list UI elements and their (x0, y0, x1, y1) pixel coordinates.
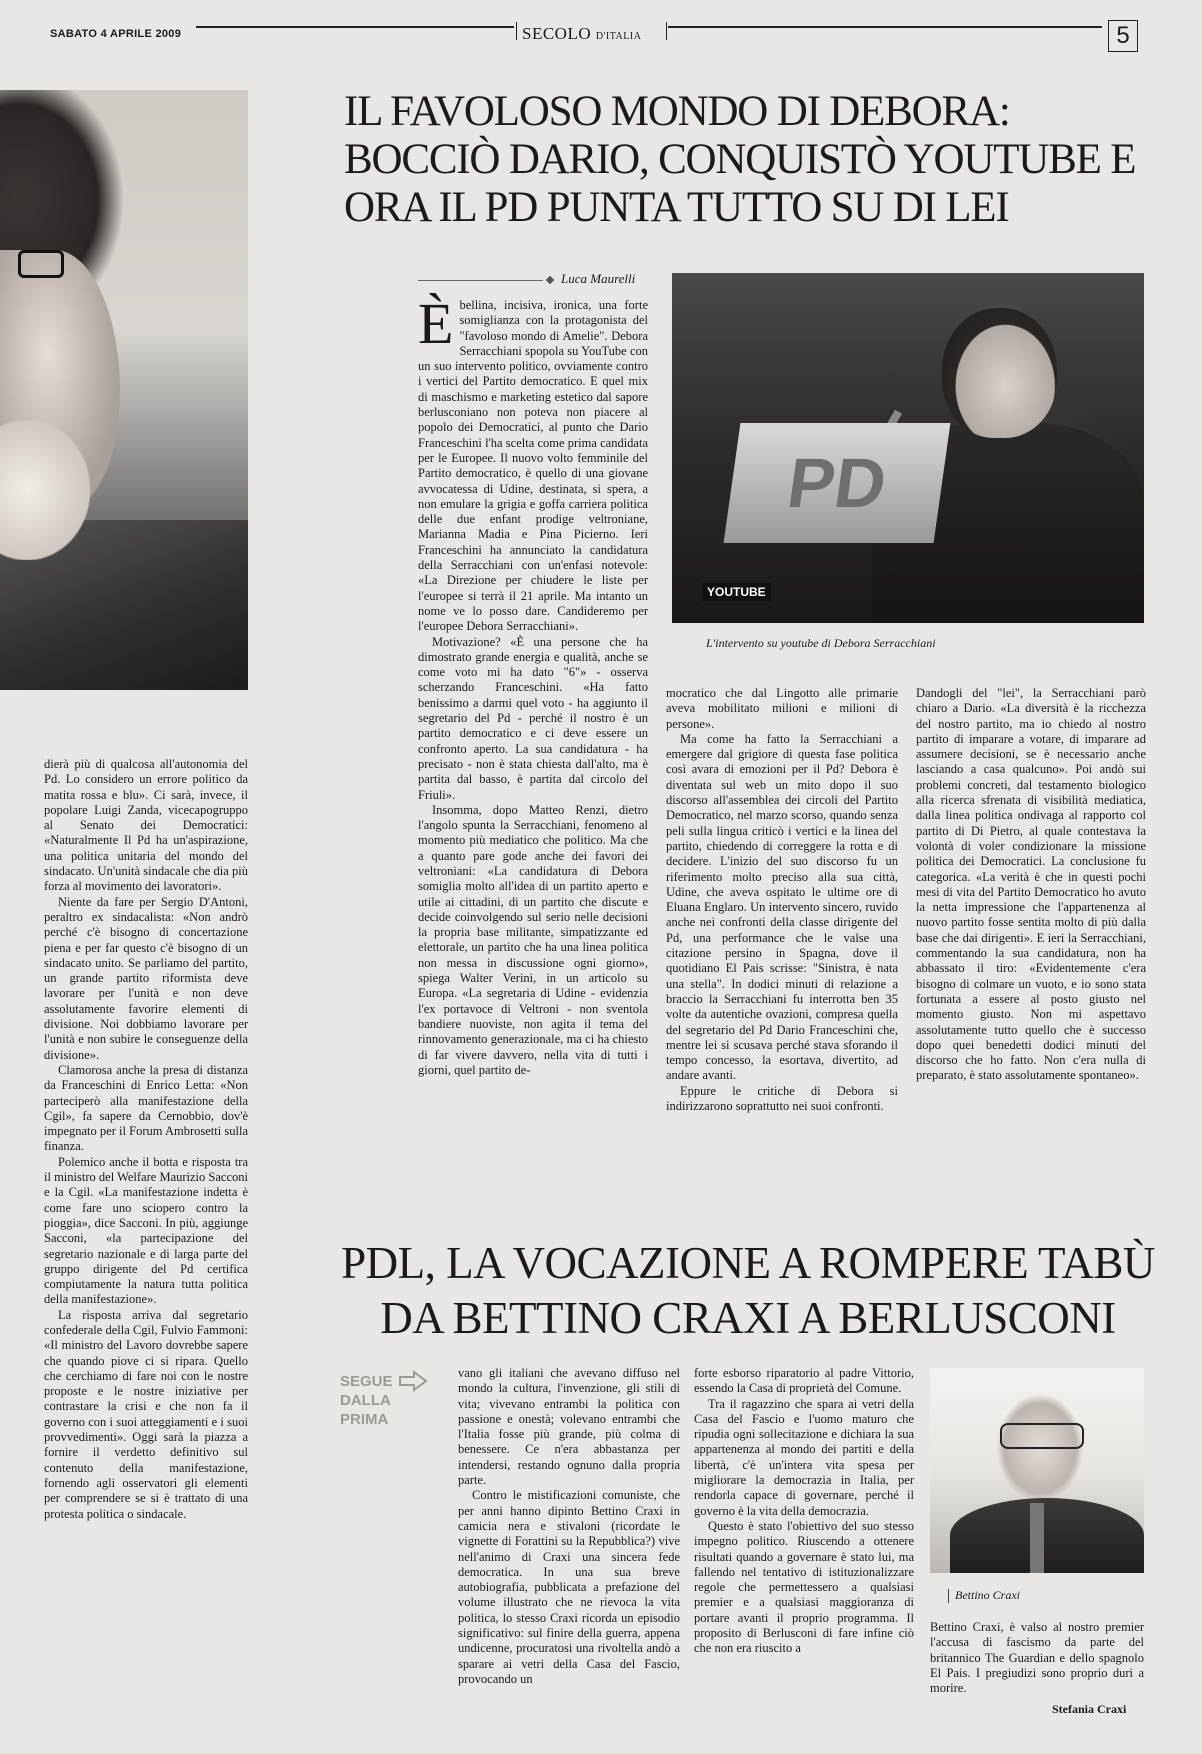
speaker-head-shape (942, 308, 1057, 438)
article2-paragraph: Contro le mistificazioni comuniste, che per anni hanno dipinto Bettino Craxi in camicia nera e stivaloni (ricordate le vignette di Forattini su la Repubblica?) vive nell'animo di Craxi una sincera fede democratica. In una sua breve autobiografia, pubblicata a prefazione del volume illustrato che ne rievoca la vita politica, lo stesso Craxi ricorda un episodio significativo: sul finire della guerra, appena undicenne, procuratosi una rivoltella andò a sparare ai vetri della Casa del Fascio, provocando un (458, 1488, 680, 1686)
left-article-paragraph: Niente da fare per Sergio D'Antoni, peraltro ex sindacalista: «Non andrò perché c'è bisogno di concertazione piena e per far questo c'è bisogno di un sindacato unito. Se parliamo del partito, un grande partito riformista deve lavorare per l'unità e non deve assolutamente favorire elementi di divisione. Noi dobbiamo lavorare per l'unità e non subire le conseguenze della divisione». (44, 894, 248, 1062)
paper-name: SECOLO (522, 24, 592, 43)
segue-line: PRIMA (340, 1411, 389, 1428)
masthead-divider (666, 22, 667, 40)
paper-suffix: D'ITALIA (595, 31, 642, 42)
tie-shape (1030, 1503, 1044, 1573)
article2-column-1 (458, 1366, 680, 1687)
craxi-photo-caption (948, 1588, 1128, 1603)
debora-photo (672, 273, 1144, 623)
portrait-photo-left (0, 90, 248, 690)
article1-paragraph: Eppure le critiche di Debora si indirizzarono soprattutto nei suoi confronti. (666, 1083, 898, 1114)
article1-paragraph (418, 291, 648, 635)
article1-paragraph: mocratico che dal Lingotto alle primarie aveva mobilitato milioni e milioni di persone». (666, 686, 898, 731)
craxi-caption-text: Bettino Craxi (955, 1588, 1020, 1602)
left-article-paragraph: dierà più di qualcosa all'autonomia del Pd. Lo considero un errore politico da matita rossa e blu». Ci sarà, invece, il popolare Luigi Zanda, vicecapogruppo al Senato dei Democratici: «Naturalmente Il Pd ha un'aspirazione, una politica unitaria del mondo del sindacato. Un'unità sindacale che dia più forza al movimento dei lavoratori». (44, 757, 248, 894)
masthead-divider (516, 22, 517, 40)
article1-column-2 (666, 686, 898, 1114)
article2-paragraph: Bettino Craxi, è valso al nostro premier l'accusa di fascismo da parte del britannico The Guardian e dello spagnolo El Pais. I pregiudizi sono proprio duri a morire. (930, 1620, 1144, 1696)
pd-sign-text: PD (782, 444, 892, 522)
article1-headline: IL FAVOLOSO MONDO DI DEBORA: BOCCIÒ DARIO, CONQUISTÒ YOUTUBE E ORA IL PD PUNTA TUTTO SU DI LEI (344, 88, 1136, 231)
byline-author: Luca Maurelli (561, 271, 636, 286)
craxi-photo (930, 1368, 1144, 1573)
arrow-right-icon (398, 1370, 428, 1392)
caption-tick (948, 1589, 949, 1603)
byline-rule (418, 280, 543, 281)
article1-lead-text: bellina, incisiva, ironica, una forte somiglianza con la protagonista del "favoloso mondo di Amelie". Debora Serracchiani spopola su YouTube con un suo intervento politico, ovviamente contro i vertici del Partito democratico. E quel mix di maschismo e marketing estetico dal sapore berlusconiano non poteva non piacere al popolo dei Democratici, al punto che Dario Franceschini l'ha scelta come prima candidata per le Europee. Il nuovo volto femminile del Partito democratico, è quello di una giovane avvocatessa di Udine, destinata, si spera, a non emulare la grigia e goffa carriera politica delle due enfant prodige veltroniane, Marianna Madia e Pina Picierno. Ieri Franceschini ha annunciato la candidatura della Serracchiani con un'enfasi notevole: «La Direzione per chiudere le liste per l'europee si terrà il 21 aprile. Ma intanto un nome ve lo posso dare. Candideremo per l'europee Debora Serracchiani». (418, 298, 648, 634)
article2-paragraph: Tra il ragazzino che spara ai vetri della Casa del Fascio e l'uomo maturo che ripudia ogni sollecitazione e dichiara la sua appartenenza al mondo dei partiti e della libertà, c'è un'intera vita spesa per migliorare la democrazia in Italia, per rendorla capace di governare, perché il governo è la vita della democrazia. (694, 1396, 914, 1518)
youtube-logo: YOUTUBE (702, 583, 771, 601)
dropcap: È (418, 291, 454, 356)
article2-paragraph: Questo è stato l'obiettivo del suo stesso impegno politico. Riuscendo a ottenere risultati quando a governare è stato lui, ma fallendo nel tentativo di istituzionalizzare regole che permettessero a qualsiasi premier e a qualsiasi maggioranza di portare avanti il proprio programma. Il proposito di Berlusconi di fare infine ciò che non era riuscito a (694, 1518, 914, 1656)
suit-shape (950, 1498, 1144, 1573)
article1-column-1 (418, 282, 648, 1078)
signature: Stefania Craxi (1052, 1702, 1127, 1716)
masthead-paper-name (522, 24, 641, 44)
article1-paragraph: Insomma, dopo Matteo Renzi, dietro l'angolo spunta la Serracchiani, fenomeno al momento più mediatico che politico. Ma che a quanto pare gode anche dei favori dei veltroniani: «La candidatura di Debora somiglia molto all'idea di un partito aperto e utile ai cittadini, di un partito che discute e decide coinvolgendo sul serio nelle decisioni la propria base militante, simpatizzante ed elettorale, un partito che ha una linea politica non messa in discussione ogni giorno», spiega Walter Verini, in un articolo su Europa. «La segretaria di Udine - evidenzia l'ex portavoce di Veltroni - non sventola bandiere nuoviste, non agita il tema del rinnovamento generazionale, ma ci ha chiesto di far vivere davvero, nella vita di tutti i giorni, quel partito de- (418, 802, 648, 1077)
article2-headline (338, 1236, 1158, 1346)
article1-paragraph: Dandogli del "lei", la Serracchiani parò chiaro a Dario. «La diversità è la ricchezza del nostro partito, ma io chiedo al nostro partito di imparare a votare, di imparare ad assumere decisioni, se è necessario anche lasciando a casa qualcuno». Poi andò sui problemi concreti, dal testamento biologico alla ricerca sfrenata di visibilità mediatica, dalla linea politica ondivaga al rapporto col partito di Di Pietro, al quale contestava la volontà di voler condizionare la missione politica dei Democratici. La conclusione fu categorica. «La verità è che in questi pochi mesi di vita del Partito Democratico ho avuto la netta impressione che l'appartenenza al nuovo partito fosse sentita molto di più dalla base che dai dirigenti». E ieri la Serracchiani, commentando la sua candidatura, non ha abbassato il tiro: «Evidentemente c'era bisogno di colmare un vuoto, e io sono stata fortunata a essere al posto giusto nel momento giusto. Non mi aspettavo assolutamente tutto quello che è successo dopo quei benedetti dodici minuti del discorso che ho fatto. Non c'era nulla di preparato, è stato assolutamente spontaneo». (916, 686, 1146, 1083)
article2-paragraph: vano gli italiani che avevano diffuso nel mondo la cultura, l'invenzione, gli stili di vita; vivevano entrambi la politica con passione e onestà; volevano entrambi che l'Italia fosse più grande, più colma di benessere. Ce n'era abbastanza per intendersi, restando ognuno dalla propria parte. (458, 1366, 680, 1488)
left-article-paragraph: La risposta arriva dal segretario confederale della Cgil, Fulvio Fammoni: «Il ministro del Lavoro dovrebbe sapere che quando piove ci si ripara. Quello che cerchiamo di fare noi con le nostre proposte e le nostre iniziative per contrastare la crisi e che non fa il governo con i suoi atteggiamenti e i suoi provvedimenti». Oggi sarà la piazza a fornire il verdetto definitivo sul contenuto della manifestazione, fornendo agli osservatori gli elementi per comprendere se si è trattato di una protesta politica o sindacale. (44, 1307, 248, 1521)
article2-headline-line1: PDL, LA VOCAZIONE A ROMPERE TABÙ (341, 1238, 1155, 1288)
article2-column-2 (694, 1366, 914, 1657)
segue-dalla-prima (340, 1372, 393, 1429)
left-article-paragraph: Clamorosa anche la presa di distanza da Franceschini di Enrico Letta: «Non parteciperò alla manifestazione della Cgil», fa sapere da Cernobbio, dov'è impegnato per il Forum Ambrosetti sulla finanza. (44, 1062, 248, 1154)
segue-line: DALLA (340, 1392, 391, 1409)
left-article-paragraph: Polemico anche il botta e risposta tra il ministro del Welfare Maurizio Sacconi e la Cgil. «La manifestazione indetta è come fare uno sciopero contro la pioggia», dice Sacconi. In più, aggiunge Sacconi, «la partecipazione del segretario nazionale e di larga parte del gruppo dirigente del Pd certifica compiutamente la natura tutta politica della manifestazione». (44, 1154, 248, 1307)
article1-paragraph: Motivazione? «È una persone che ha dimostrato grande energia e qualità, anche se come voto mi ha dato "6"» - osserva scherzando Franceschini. «Ha fatto benissimo a darmi quel voto - ha aggiunto il segretario del Pd - perché il nostro è un partito democratico e ci deve essere un confronto aperto. La sua candidatura - ha precisato - non è stata chiesta dall'alto, ma è partita dal basso, è partita dal circolo del Friuli». (418, 634, 648, 802)
article2-paragraph: forte esborso riparatorio al padre Vittorio, essendo la Casa di proprietà del Comune. (694, 1366, 914, 1396)
segue-line: SEGUE (340, 1373, 393, 1390)
article2-headline-line2: DA BETTINO CRAXI A BERLUSCONI (380, 1293, 1116, 1343)
masthead-date: SABATO 4 APRILE 2009 (50, 28, 182, 40)
page-number: 5 (1108, 20, 1138, 52)
debora-photo-caption: L'intervento su youtube di Debora Serracchiani (706, 636, 936, 650)
article1-paragraph: Ma come ha fatto la Serracchiani a emergere dal grigiore di questa fase politica così avara di emozioni per il Pd? Debora è diventata sul web un mito dopo il suo discorso all'assemblea dei circoli del Partito Democratico, nel marzo scorso, quando senza peli sulla lingua criticò i vertici e la linea del partito, chiedendo di correggere la rotta e di decidere. L'inizio del suo discorso fu un riferimento molto preciso alla sua città, Udine, che aveva ospitato le ultime ore di Eluana Englaro. Un intervento sincero, ruvido anche nei confronti della classe dirigente del Pd, una performance che le valse una citazione persino in Spagna, dove il quotidiano El Pais scrisse: "Sinistra, è nata una stella". In dodici minuti di relazione a braccio la Serracchiani fu interrotta ben 35 volte da autentiche ovazioni, compresa quella del segretario del Pd Dario Franceschini che, mentre lei si scusava perché stava sforando il tempo concesso, la esortava, divertito, ad andare avanti. (666, 731, 898, 1083)
left-article-column (44, 757, 248, 1522)
masthead-rule-right (668, 26, 1102, 28)
eyeglasses-shape (1000, 1423, 1084, 1449)
article1-column-3 (916, 686, 1146, 1084)
masthead-rule-left (196, 26, 514, 28)
eyeglasses-shape (18, 250, 64, 278)
hand-shape (0, 420, 90, 560)
article2-column-3 (930, 1620, 1144, 1696)
pd-sign (724, 423, 951, 543)
